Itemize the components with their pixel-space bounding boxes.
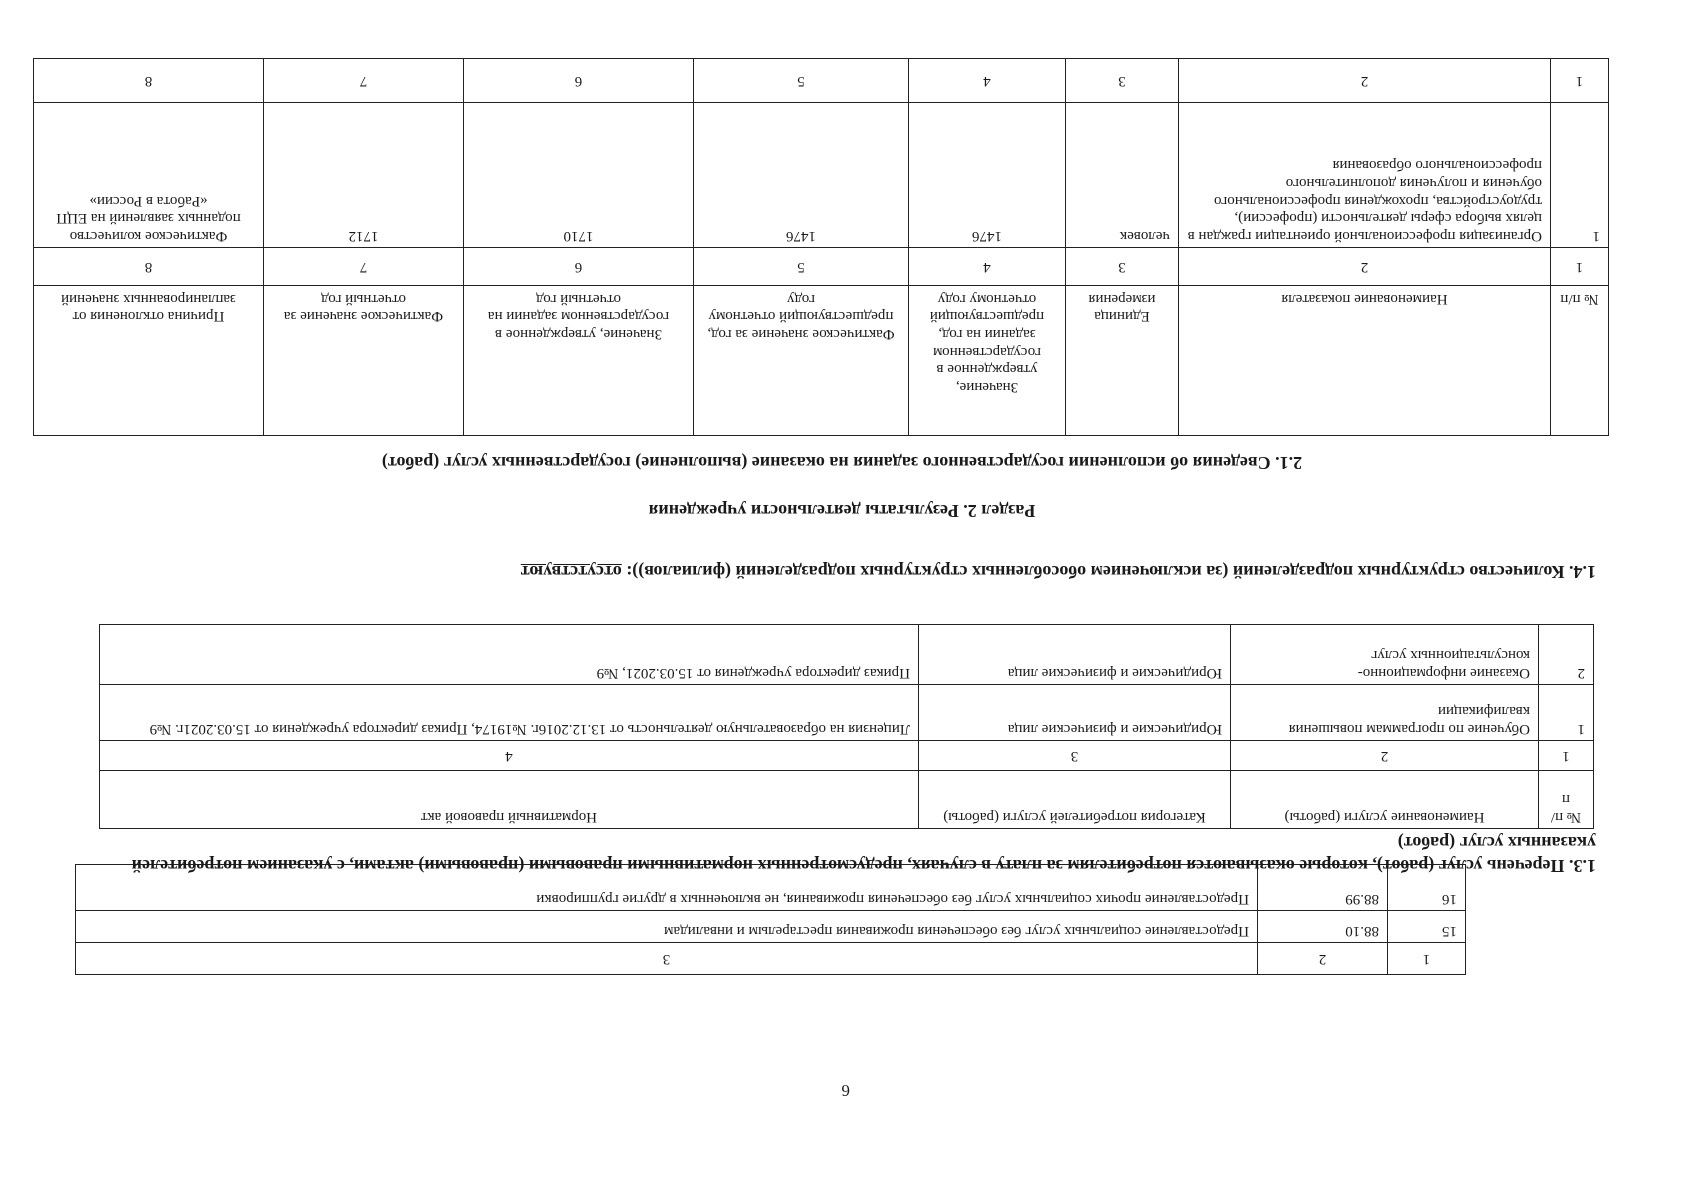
- colnum: 3: [1066, 248, 1179, 286]
- colnum: 7: [264, 248, 464, 286]
- okved-code: 88.10: [1258, 911, 1388, 943]
- state-task-row: [34, 103, 1609, 248]
- header-cell: Фактическое значение за отчетный год: [264, 286, 464, 436]
- section-2-1-subtitle: 2.1. Сведения об исполнении государственного задания на оказание (выполнение) государственных услуг (работ): [381, 453, 1303, 473]
- state-task-column-numbers: [34, 248, 1609, 286]
- colnum: 5: [694, 248, 909, 286]
- colnum: 1: [1551, 248, 1609, 286]
- paid-services-column-numbers: [100, 741, 1594, 771]
- okved-colnum: 2: [1258, 943, 1388, 975]
- state-task-column-numbers-repeat: [34, 59, 1609, 103]
- okved-row-number: 16: [1388, 865, 1466, 911]
- page-number: 6: [841, 1081, 850, 1100]
- section-1-4-text: 1.4. Количество структурных подразделений (за исключением обособленных структурных подразделений (филиалов)):: [626, 562, 1596, 582]
- paid-service-row: [100, 685, 1594, 741]
- section-1-4-heading: [96, 561, 1596, 584]
- plan-previous-year: 1476: [909, 103, 1066, 248]
- colnum: 3: [1066, 59, 1179, 103]
- state-task-header-row: [34, 286, 1609, 436]
- colnum: 2: [1179, 248, 1551, 286]
- header-cell: Причина отклонения от запланированных значений: [34, 286, 264, 436]
- colnum: 1: [1551, 59, 1609, 103]
- header-cell: Наименование услуги (работы): [1231, 771, 1539, 829]
- okved-name: Предоставление социальных услуг без обеспечения проживания престарелым и инвалидам: [76, 911, 1258, 943]
- header-cell: № п/п: [1551, 286, 1609, 436]
- service-name: Обучение по программам повышения квалификации: [1231, 685, 1539, 741]
- section-1-3-heading: 1.3. Перечень услуг (работ), которые оказываются потребителям за плату в случаях, предусмотренных нормативными правовыми (правовыми) актами, с указанием потребителей указанных услуг (работ): [131, 833, 1596, 876]
- colnum: 6: [464, 248, 694, 286]
- service-consumers: Юридические и физические лица: [919, 625, 1231, 685]
- fact-previous-year: 1476: [694, 103, 909, 248]
- okved-colnum: 1: [1388, 943, 1466, 975]
- row-number: 2: [1539, 625, 1594, 685]
- okved-colnum: 3: [76, 943, 1258, 975]
- okved-column-numbers: [76, 943, 1466, 975]
- service-consumers: Юридические и физические лица: [919, 685, 1231, 741]
- colnum: 4: [909, 248, 1066, 286]
- okved-table: [75, 864, 1466, 975]
- header-cell: Нормативный правовой акт: [100, 771, 919, 829]
- okved-row-number: 15: [1388, 911, 1466, 943]
- indicator-name: Организация профессиональной ориентации граждан в целях выбора сферы деятельности (профессии), трудоустройства, прохождения профессионального обучения и получения дополнительного профессионального образования: [1179, 103, 1551, 248]
- colnum: 6: [464, 59, 694, 103]
- paid-service-row: [100, 625, 1594, 685]
- header-cell: Наименование показателя: [1179, 286, 1551, 436]
- okved-name: Предоставление прочих социальных услуг без обеспечения проживания, не включенных в другие группировки: [76, 865, 1258, 911]
- colnum: 8: [34, 248, 264, 286]
- service-act: Лицензия на образовательную деятельность от 13.12.2016г. №19174, Приказ директора учреждения от 15.03.2021г. №9: [100, 685, 919, 741]
- row-number: 1: [1551, 103, 1609, 248]
- deviation-reason: Фактическое количество поданных заявлений на ЕЦП «Работа в России»: [34, 103, 264, 248]
- colnum: 2: [1179, 59, 1551, 103]
- header-cell: № п/п: [1539, 771, 1594, 829]
- section-2-title: Раздел 2. Результаты деятельности учреждения: [648, 501, 1036, 521]
- header-cell: Категория потребителей услуги (работы): [919, 771, 1231, 829]
- okved-code: 88.99: [1258, 865, 1388, 911]
- state-task-table: [33, 58, 1609, 436]
- header-cell: Значение, утвержденное в государственном задании на год, предшествующий отчетному году: [909, 286, 1066, 436]
- colnum: 4: [100, 741, 919, 771]
- row-number: 1: [1539, 685, 1594, 741]
- colnum: 7: [264, 59, 464, 103]
- colnum: 8: [34, 59, 264, 103]
- section-1-4-value: отсутствуют: [520, 562, 622, 582]
- paid-services-header-row: [100, 771, 1594, 829]
- service-act: Приказ директора учреждения от 15.03.2021, №9: [100, 625, 919, 685]
- okved-row: [76, 911, 1466, 943]
- header-cell: Значение, утвержденное в государственном задании на отчетный год: [464, 286, 694, 436]
- fact-current-year: 1712: [264, 103, 464, 248]
- colnum: 2: [1231, 741, 1539, 771]
- service-name: Оказание информационно-консультационных услуг: [1231, 625, 1539, 685]
- colnum: 5: [694, 59, 909, 103]
- paid-services-table: [99, 624, 1594, 829]
- indicator-unit: человек: [1066, 103, 1179, 248]
- colnum: 4: [909, 59, 1066, 103]
- header-cell: Единица измерения: [1066, 286, 1179, 436]
- header-cell: Фактическое значение за год, предшествующий отчетному году: [694, 286, 909, 436]
- colnum: 3: [919, 741, 1231, 771]
- colnum: 1: [1539, 741, 1594, 771]
- plan-current-year: 1710: [464, 103, 694, 248]
